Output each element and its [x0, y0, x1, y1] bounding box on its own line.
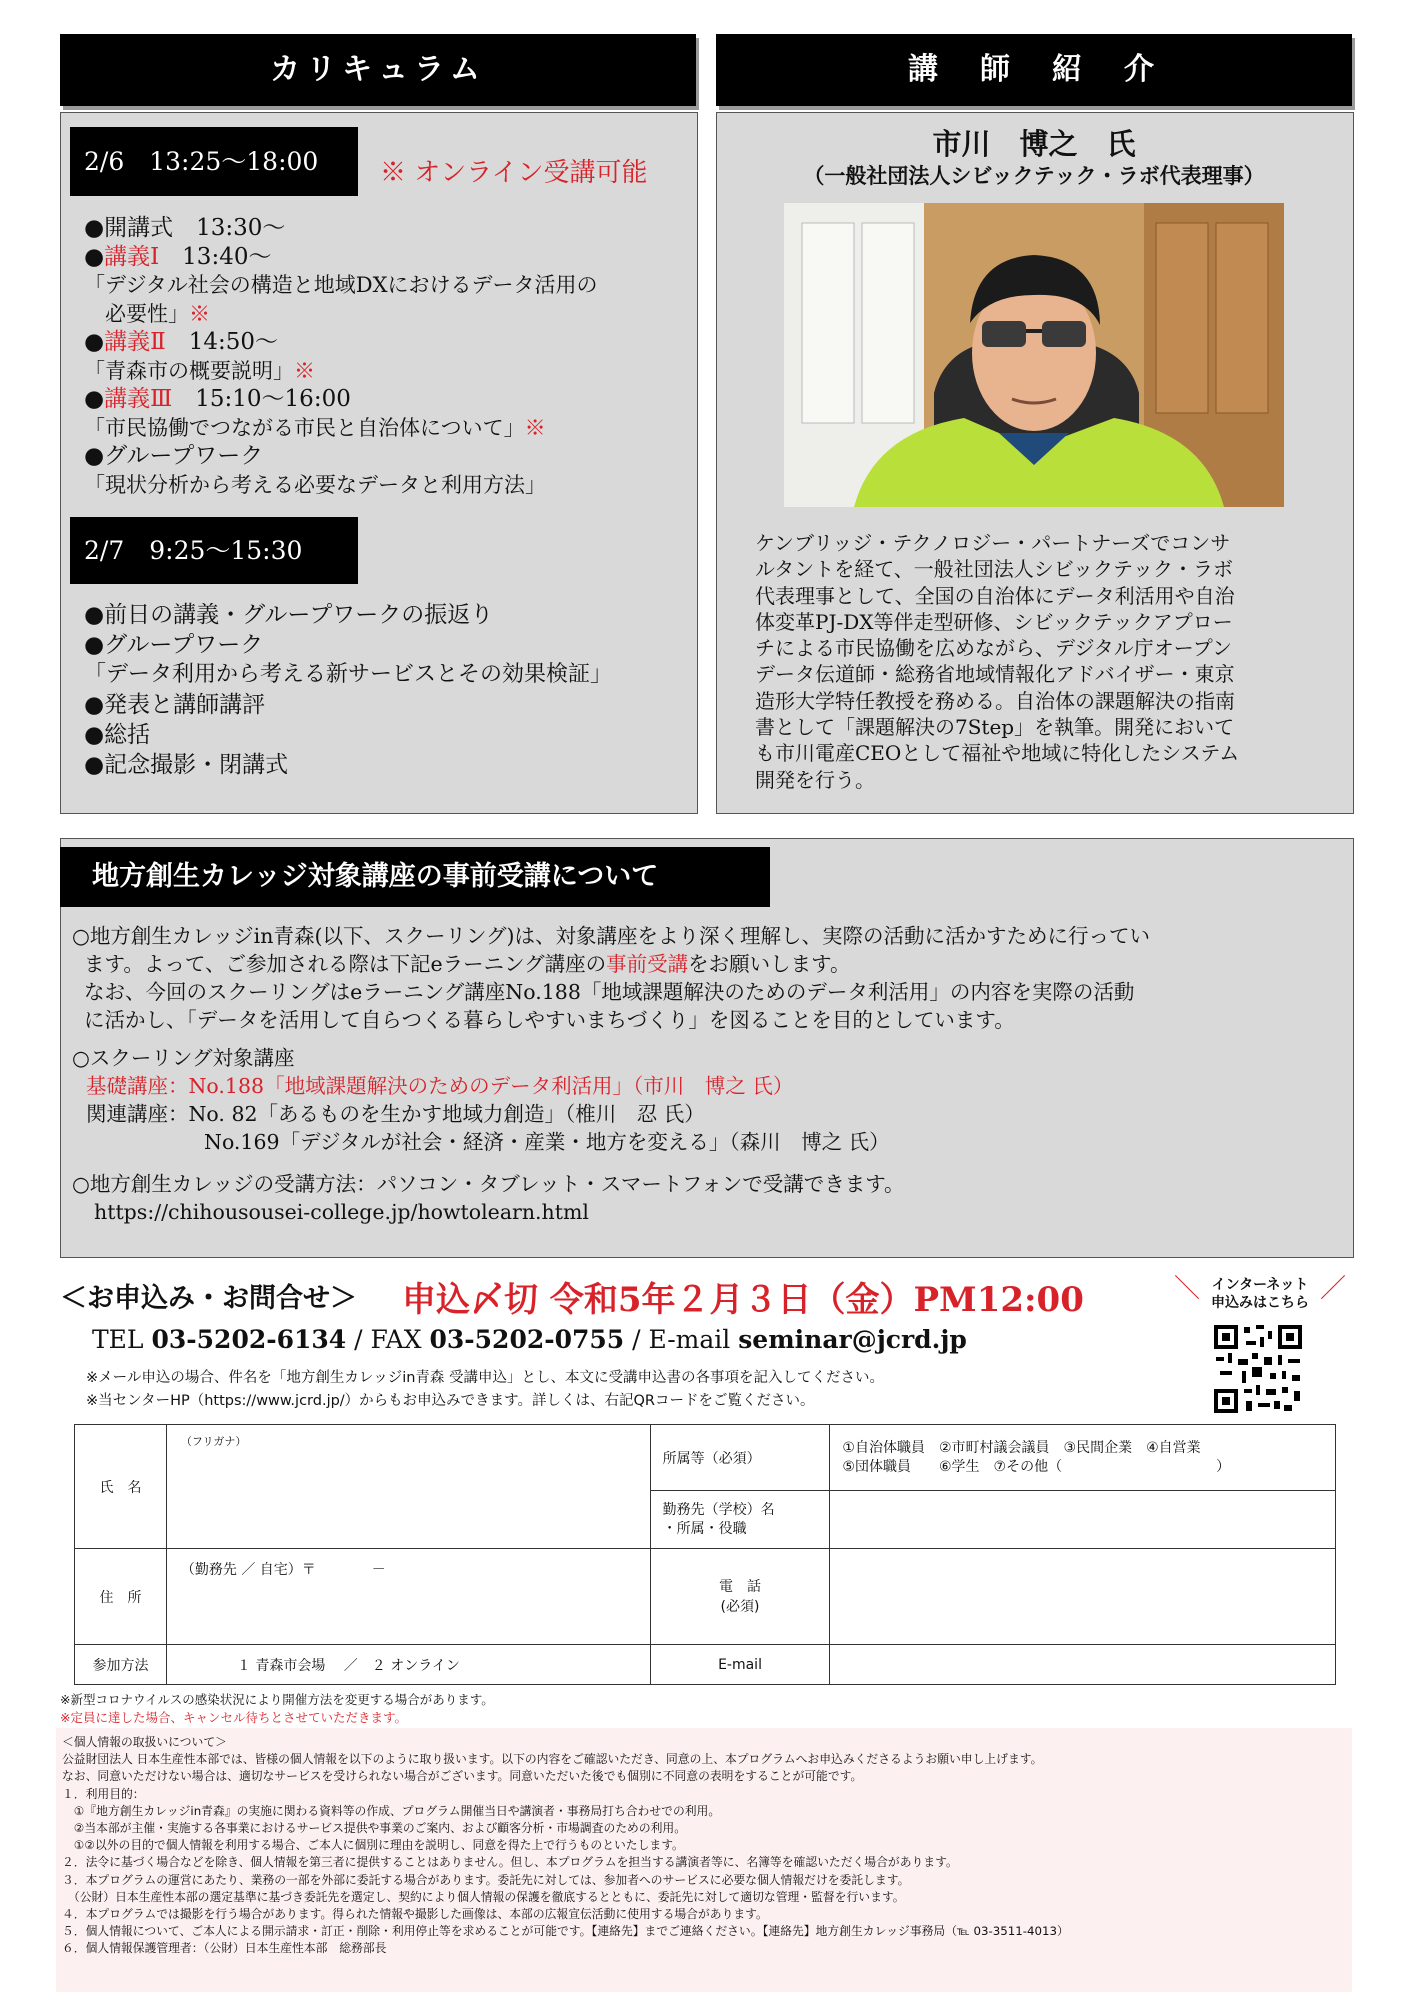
- precourse-body: [72, 922, 1150, 1226]
- tel-number: 03-5202-6134: [151, 1325, 347, 1354]
- privacy-line: 公益財団法人 日本生産性本部では、皆様の個人情報を以下のように取り扱います。以下の内容をご確認いただき、同意の上、本プログラムへお申込みくださるようお願い申し上げます。: [62, 1752, 1043, 1767]
- instructor-header: [716, 34, 1352, 106]
- name-label: 氏 名: [75, 1425, 167, 1549]
- day2-date-badge: [70, 517, 358, 584]
- privacy-line: ４．本プログラムでは撮影を行う場合があります。得られた情報や撮影した画像は、本部の広報宣伝活動に使用する場合があります。: [62, 1907, 768, 1922]
- name-field[interactable]: [166, 1425, 650, 1549]
- schedule-item: ●講義Ⅲ 15:10～16:00: [84, 386, 351, 412]
- instructor-photo: [784, 203, 1284, 507]
- precourse-line: に活かし、「データを活用して自らつくる暮らしやすいまちづくり」を図ることを目的としています。: [84, 1008, 1015, 1032]
- privacy-line: なお、同意いただけない場合は、適切なサービスを受けられない場合がございます。同意いただいた後でも個別に不同意の表明をすることが可能です。: [62, 1769, 863, 1784]
- furigana-label: （フリガナ）: [180, 1435, 247, 1448]
- privacy-line: ６．個人情報保護管理者：（公財）日本生産性本部 総務部長: [62, 1941, 387, 1956]
- schedule-item: ●開講式 13:30～: [84, 215, 286, 241]
- privacy-line: ５．個人情報について、ご本人による開示請求・訂正・削除・利用停止等を求めることが可能です。【連絡先】までご連絡ください。【連絡先】地方創生カレッジ事務局（℡ 03-3511-4013）: [62, 1924, 1069, 1939]
- basic-course: 基礎講座：No.188「地域課題解決のためのデータ利活用」（市川 博之 氏）: [86, 1074, 794, 1098]
- instructor-affiliation: （一般社団法人シビックテック・ラボ代表理事）: [803, 163, 1265, 188]
- related-course-1: 関連講座：No. 82「あるものを生かす地域力創造」（椎川 忍 氏）: [86, 1102, 705, 1126]
- address-field[interactable]: [166, 1549, 650, 1645]
- email-field[interactable]: [830, 1645, 1336, 1685]
- email-label: E-mail: [650, 1645, 830, 1685]
- online-note: ※ オンライン受講可能: [380, 158, 648, 188]
- schedule-item: ●グループワーク: [84, 443, 264, 469]
- qr-code[interactable]: [1212, 1323, 1304, 1415]
- lecture-title: 「データ利用から考える新サービスとその効果検証」: [84, 662, 613, 687]
- address-hint: （勤務先 ／ 自宅）〒 －: [180, 1562, 386, 1578]
- email-address[interactable]: seminar@jcrd.jp: [738, 1325, 967, 1354]
- affiliation-options[interactable]: ①自治体職員 ②市町村議会議員 ③民間企業 ④自営業 ⑤団体職員 ⑥学生 ⑦その他（ ）: [830, 1425, 1336, 1491]
- learning-method: ○地方創生カレッジの受講方法：パソコン・タブレット・スマートフォンで受講できます。: [72, 1172, 905, 1196]
- affiliation-label: 所属等（必須）: [650, 1425, 830, 1491]
- schedule-item: ●発表と講師講評: [84, 692, 266, 718]
- instructor-header-text: 講 師 紹 介: [908, 52, 1160, 87]
- privacy-line: ①②以外の目的で個人情報を利用する場合、ご本人に個別に理由を説明し、同意を得た上で行うものといたします。: [62, 1838, 684, 1853]
- schedule-item: ●講義Ⅱ 14:50～: [84, 329, 279, 355]
- precourse-header-text: 地方創生カレッジ対象講座の事前受講について: [92, 861, 659, 892]
- related-course-2: No.169「デジタルが社会・経済・産業・地方を変える」（森川 博之 氏）: [204, 1130, 890, 1154]
- workplace-label: 勤務先（学校）名 ・所属・役職: [650, 1491, 830, 1549]
- schedule-item: ●講義Ⅰ 13:40～: [84, 243, 272, 270]
- day2-schedule: [84, 600, 684, 780]
- privacy-line: ①『地方創生カレッジin青森』の実施に関わる資料等の作成、プログラム開催当日や講演者・事務局打ち合わせでの利用。: [62, 1803, 721, 1818]
- contact-line: TEL 03-5202-6134 / FAX 03-5202-0755 / E-mail seminar@jcrd.jp: [92, 1325, 967, 1354]
- privacy-line: ３．本プログラムの運営にあたり、業務の一部を外部に委託する場合があります。委託先に対しては、参加者へのサービスに必要な個人情報だけを委託します。: [62, 1872, 910, 1887]
- fax-number: 03-5202-0755: [429, 1325, 625, 1354]
- target-course-title: ○スクーリング対象講座: [72, 1046, 295, 1070]
- lecture-title: 「市民協働でつながる市民と自治体について」※: [84, 415, 546, 440]
- privacy-title: ＜個人情報の取扱いについて＞: [62, 1735, 227, 1749]
- qr-code-icon: [1212, 1323, 1304, 1415]
- instructor-name: 市川 博之 氏: [932, 127, 1136, 161]
- instructor-bio: ケンブリッジ・テクノロジー・パートナーズでコンサ ルタントを経て、一般社団法人シビックテック・ラボ 代表理事として、全国の自治体にデータ利活用や自治 体変革PJ-DX等伴走型研修、シビックテックアプロー チによる市民協働を広めながら、デジタル庁オープン データ伝道師・総務省地域情報化アドバイザー・東京 造形大学特任教授を務める。自治体の課題解決の指南 書として「課題解決の7Step」を執筆。開発において も市川電産CEOとして福祉や地域に特化したシステム 開発を行う。: [755, 531, 1240, 792]
- lecture-title: 「現状分析から考える必要なデータと利用方法」: [84, 472, 546, 497]
- schedule-item: ●記念撮影・閉講式: [84, 752, 289, 778]
- lecture-title: 「青森市の概要説明」※: [84, 358, 315, 383]
- privacy-section: [56, 1728, 1352, 1992]
- privacy-line: ②当本部が主催・実施する各事業におけるサービス提供や事業のご案内、および顧客分析・市場調査のための利用。: [62, 1821, 687, 1836]
- curriculum-header-text: カリキュラム: [270, 52, 486, 87]
- method-options[interactable]: １ 青森市会場 ／ ２ オンライン: [166, 1645, 650, 1685]
- curriculum-header: [60, 34, 696, 106]
- workplace-field[interactable]: [830, 1491, 1336, 1549]
- precourse-header: [60, 847, 770, 907]
- lecture-title: 「デジタル社会の構造と地域DXにおけるデータ活用の: [84, 273, 598, 297]
- application-deadline: 申込〆切 令和5年２月３日（金）PM12:00: [402, 1280, 1084, 1320]
- application-form: [74, 1424, 1336, 1685]
- lecture-title: 必要性」※: [84, 301, 210, 326]
- privacy-line: ２．法令に基づく場合などを除き、個人情報を第三者に提供することはありません。但し、本プログラムを担当する講演者等に、名簿等を確認いただく場合があります。: [62, 1855, 958, 1870]
- learning-method-url[interactable]: https://chihousousei-college.jp/howtolearn.html: [94, 1200, 589, 1224]
- portrait-image: [784, 203, 1284, 507]
- privacy-line: （公財）日本生産性本部の選定基準に基づき委託先を選定し、契約により個人情報の保護を徹底するとともに、委託先に対して適切な管理・監督を行います。: [62, 1889, 905, 1904]
- day2-date: 2/7 9:25～15:30: [84, 536, 303, 565]
- schedule-item: ●総括: [84, 722, 151, 748]
- method-label: 参加方法: [75, 1645, 167, 1685]
- phone-field[interactable]: [830, 1549, 1336, 1645]
- precourse-line: ○地方創生カレッジin青森(以下、スクーリング)は、対象講座をより深く理解し、実際の活動に活かすために行ってい: [72, 924, 1151, 948]
- schedule-item: ●前日の講義・グループワークの振返り: [84, 602, 494, 628]
- address-label: 住 所: [75, 1549, 167, 1645]
- phone-label: 電 話 (必須): [650, 1549, 830, 1645]
- covid-notice: ※新型コロナウイルスの感染状況により開催方法を変更する場合があります。: [60, 1692, 494, 1707]
- precourse-line: ます。よって、ご参加される際は下記eラーニング講座の事前受講をお願いします。: [84, 952, 851, 976]
- day1-schedule: [84, 214, 684, 499]
- qr-caption: ＼ インターネット 申込みはこちら ／: [1174, 1274, 1346, 1311]
- capacity-notice: ※定員に達した場合、キャンセル待ちとさせていただきます。: [60, 1710, 407, 1725]
- precourse-line: なお、今回のスクーリングはeラーニング講座No.188「地域課題解決のためのデータ利活用」の内容を実際の活動: [84, 980, 1135, 1004]
- application-heading: ＜お申込み・お問合せ＞: [60, 1283, 357, 1314]
- day1-date: 2/6 13:25～18:00: [84, 147, 319, 176]
- mail-note: ※メール申込の場合、件名を「地方創生カレッジin青森 受講申込」とし、本文に受講申込書の各事項を記入してください。: [86, 1370, 885, 1386]
- day1-date-badge: [70, 127, 358, 196]
- schedule-item: ●グループワーク: [84, 632, 264, 658]
- privacy-line: １．利用目的：: [62, 1786, 145, 1801]
- web-note: ※当センターHP（https://www.jcrd.jp/）からもお申込みできます。詳しくは、右記QRコードをご覧ください。: [86, 1393, 815, 1409]
